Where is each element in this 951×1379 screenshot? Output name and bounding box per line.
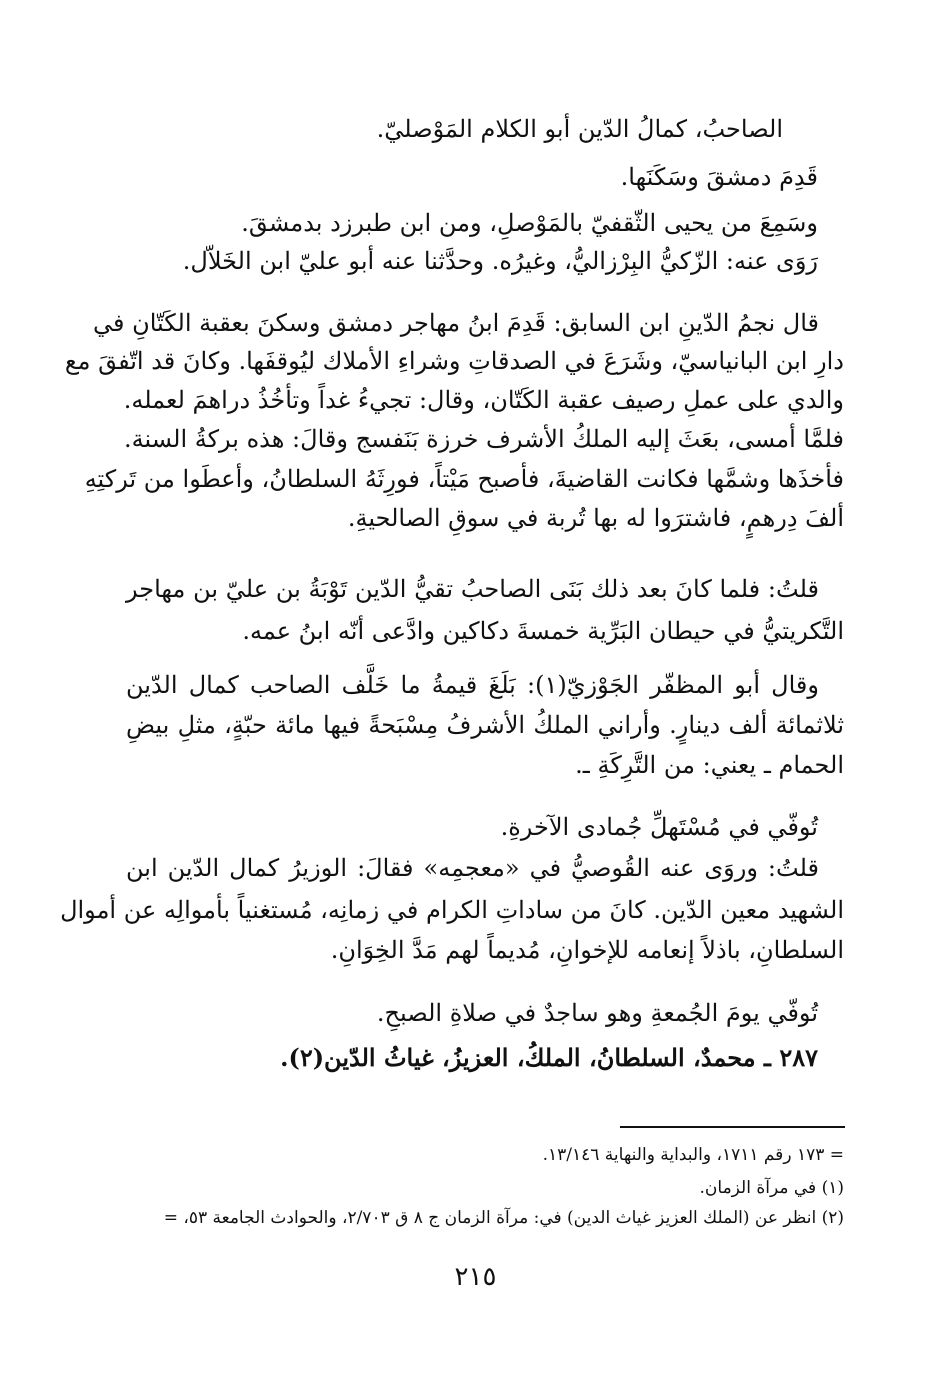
- text-line: السلطانِ، باذلاً إنعامه للإخوانِ، مُديماً لهم مَدَّ الخِوَانِ.: [330, 936, 844, 964]
- entry-heading: ٢٨٧ ـ محمدٌ، السلطانُ، الملكُ، العزيزُ، غياثُ الدّين(٢).: [280, 1043, 818, 1072]
- page-number: ٢١٥: [454, 1262, 497, 1292]
- text-line: ثلاثمائة ألف دينارٍ. وأراني الملكُ الأشرفُ مِسْبَحةً فيها مائة حبّةٍ، مثلِ بيضِ: [126, 711, 844, 739]
- text-line: الحمام ـ يعني: من التَّرِكَةِ ـ.: [575, 751, 844, 779]
- text-line: قَدِمَ دمشقَ وسَكَنَها.: [620, 163, 818, 191]
- text-line: تُوفّي في مُسْتَهلِّ جُمادى الآخرةِ.: [500, 813, 818, 841]
- text-line: الصاحبُ، كمالُ الدّين أبو الكلام المَوْصليّ.: [376, 115, 783, 143]
- text-line: قال نجمُ الدّينِ ابن السابق: قَدِمَ ابنُ مهاجر دمشق وسكنَ بعقبة الكَتّانِ في: [93, 309, 819, 337]
- text-line: ألفَ دِرهمٍ، فاشترَوا له بها تُربة في سوقِ الصالحيةِ.: [347, 504, 844, 532]
- text-line: قلتُ: وروَى عنه القُوصيُّ في «معجمِه» فقالَ: الوزيرُ كمال الدّين ابن: [126, 854, 819, 882]
- text-line: فلمَّا أمسى، بعَثَ إليه الملكُ الأشرف خرزة بَنَفسج وقالَ: هذه بركةُ السنة.: [123, 425, 844, 453]
- text-line: دارِ ابن البانياسيّ، وشَرَعَ في الصدقاتِ وشراءِ الأملاك ليُوقفَها. وكانَ قد اتّفقَ مع: [64, 347, 844, 375]
- text-line: الشهيد معين الدّين. كانَ من ساداتِ الكرام في زمانِه، مُستغنياً بأموالِه عن أموال: [60, 896, 844, 924]
- footnote-2: (٢) انظر عن (الملك العزيز غياث الدين) في: مرآة الزمان ج ٨ ق ٢/٧٠٣، والحوادث الجامعة ٥٣، =: [163, 1208, 844, 1228]
- footnote-continuation: = ١٧٣ رقم ١٧١١، والبداية والنهاية ١٣/١٤٦.: [542, 1145, 844, 1165]
- text-line: فأخذَها وشمَّها فكانت القاضيةَ، فأصبح مَيْتاً، فورِثَهُ السلطانُ، وأعطَوا من تَركتِهِ: [84, 465, 844, 493]
- footnote-1: (١) في مرآة الزمان.: [699, 1178, 844, 1198]
- text-line: وسَمِعَ من يحيى الثّقفيّ بالمَوْصلِ، ومن ابن طبرزد بدمشقَ.: [241, 209, 818, 237]
- text-line: التَّكريتيُّ في حيطان البَرِّية خمسةَ دكاكين وادَّعى أنّه ابنُ عمه.: [242, 617, 844, 645]
- text-line: قلتُ: فلما كانَ بعد ذلك بَنَى الصاحبُ تقيُّ الدّين تَوْبَةُ بن عليّ بن مهاجر: [126, 575, 819, 603]
- text-line: وقال أبو المظفّر الجَوْزيّ(١): بَلَغَ قيمةُ ما خَلَّف الصاحب كمال الدّين: [126, 671, 819, 699]
- text-line: تُوفّي يومَ الجُمعةِ وهو ساجدٌ في صلاةِ الصبحِ.: [376, 999, 818, 1027]
- footnote-separator: [620, 1126, 845, 1128]
- text-line: رَوَى عنه: الزّكيُّ البِرْزاليُّ، وغيرُه. وحدَّثنا عنه أبو عليّ ابن الخَلاّل.: [182, 247, 818, 275]
- text-line: والدي على عملِ رصيف عقبة الكَتّان، وقال: تجيءُ غداً وتأخُذُ دراهمَ لعمله.: [123, 386, 844, 414]
